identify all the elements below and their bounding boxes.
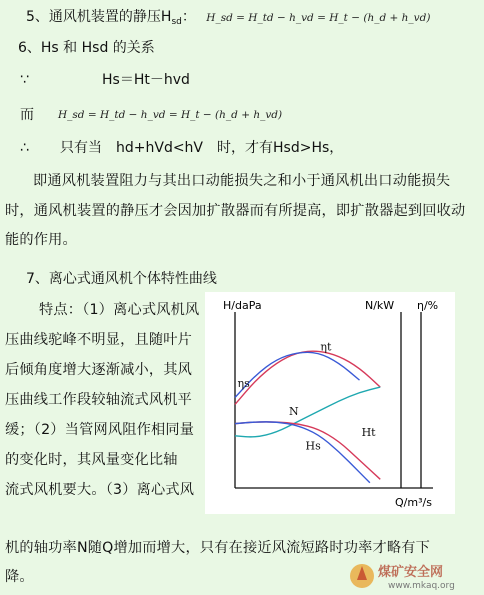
features-line-3: 压曲线工作段较轴流式风机平 bbox=[5, 392, 193, 408]
item-5 bbox=[26, 7, 430, 32]
paragraph bbox=[5, 167, 473, 256]
item-5-colon: ： bbox=[181, 9, 196, 25]
series-label-2: N bbox=[288, 404, 299, 418]
features-line-6: 流式风机要大。（3）离心式风 bbox=[5, 482, 195, 498]
paragraph-text: 即通风机装置阻力与其出口动能损失之和小于通风机出口动能损失时，通风机装置的静压才会因加扩散器而有所提高，即扩散器起到回收动能的作用。 bbox=[5, 173, 466, 248]
characteristic-curve-chart bbox=[205, 292, 455, 514]
series-line-1 bbox=[235, 352, 360, 397]
series-label-1: ηs bbox=[237, 377, 250, 391]
series-label-4: Hs bbox=[305, 439, 321, 453]
features-line-2: 后倾角度增大逐渐减小，其风 bbox=[5, 362, 193, 378]
item-5-formula: H_sd = H_td − h_vd = H_t − (h_d + h_vd) bbox=[206, 12, 431, 24]
therefore-line bbox=[20, 138, 344, 158]
series-label-3: Ht bbox=[361, 425, 376, 439]
item-5-label-sub: sd bbox=[171, 17, 182, 27]
and-formula: H_sd = H_td − h_vd = H_t − (h_d + h_vd) bbox=[58, 109, 283, 121]
because-symbol: ∵ bbox=[20, 72, 29, 88]
axis-label-n: N/kW bbox=[365, 299, 395, 312]
features-line-1: 压曲线驼峰不明显，且随叶片 bbox=[5, 332, 193, 348]
therefore-symbol: ∴ bbox=[20, 140, 29, 156]
series-line-0 bbox=[235, 351, 380, 404]
because-text: Hs＝Ht－hvd bbox=[102, 72, 190, 88]
and-symbol: 而 bbox=[20, 107, 34, 123]
item-7-label: 7、离心式通风机个体特性曲线 bbox=[26, 271, 217, 287]
and-line bbox=[20, 105, 283, 125]
features-tail-0: 机的轴功率N随Q增加而增大，只有在接近风流短路时功率才略有下 bbox=[5, 540, 431, 556]
axis-label-q: Q/m³/s bbox=[395, 496, 432, 509]
item-5-label: 5、通风机装置的静压H bbox=[26, 9, 172, 25]
axis-label-h: H/daPa bbox=[223, 299, 262, 312]
axis-label-eta: η/% bbox=[417, 299, 439, 312]
features-tail-1: 降。 bbox=[5, 569, 34, 585]
series-layer bbox=[235, 340, 380, 482]
series-label-0: ηt bbox=[320, 340, 332, 354]
item-6 bbox=[18, 38, 155, 58]
watermark-cn: 煤矿安全网 bbox=[378, 565, 444, 580]
features-line-0: 特点：（1）离心式风机风 bbox=[39, 302, 200, 318]
watermark-svg bbox=[348, 560, 478, 592]
item-7 bbox=[26, 269, 217, 289]
features-line-5: 的变化时，其风量变化比轴 bbox=[5, 452, 178, 468]
therefore-text: 只有当 hd+hVd<hV 时，才有Hsd>Hs， bbox=[60, 140, 344, 156]
features-line-4: 缓；（2）当管网风阻作相同量 bbox=[5, 422, 195, 438]
series-line-4 bbox=[235, 422, 370, 483]
watermark-logo bbox=[348, 560, 478, 592]
item-6-label: 6、Hs 和 Hsd 的关系 bbox=[18, 40, 155, 56]
watermark-url: www.mkaq.org bbox=[388, 581, 455, 591]
because-line bbox=[20, 70, 190, 90]
chart-svg bbox=[205, 292, 455, 514]
